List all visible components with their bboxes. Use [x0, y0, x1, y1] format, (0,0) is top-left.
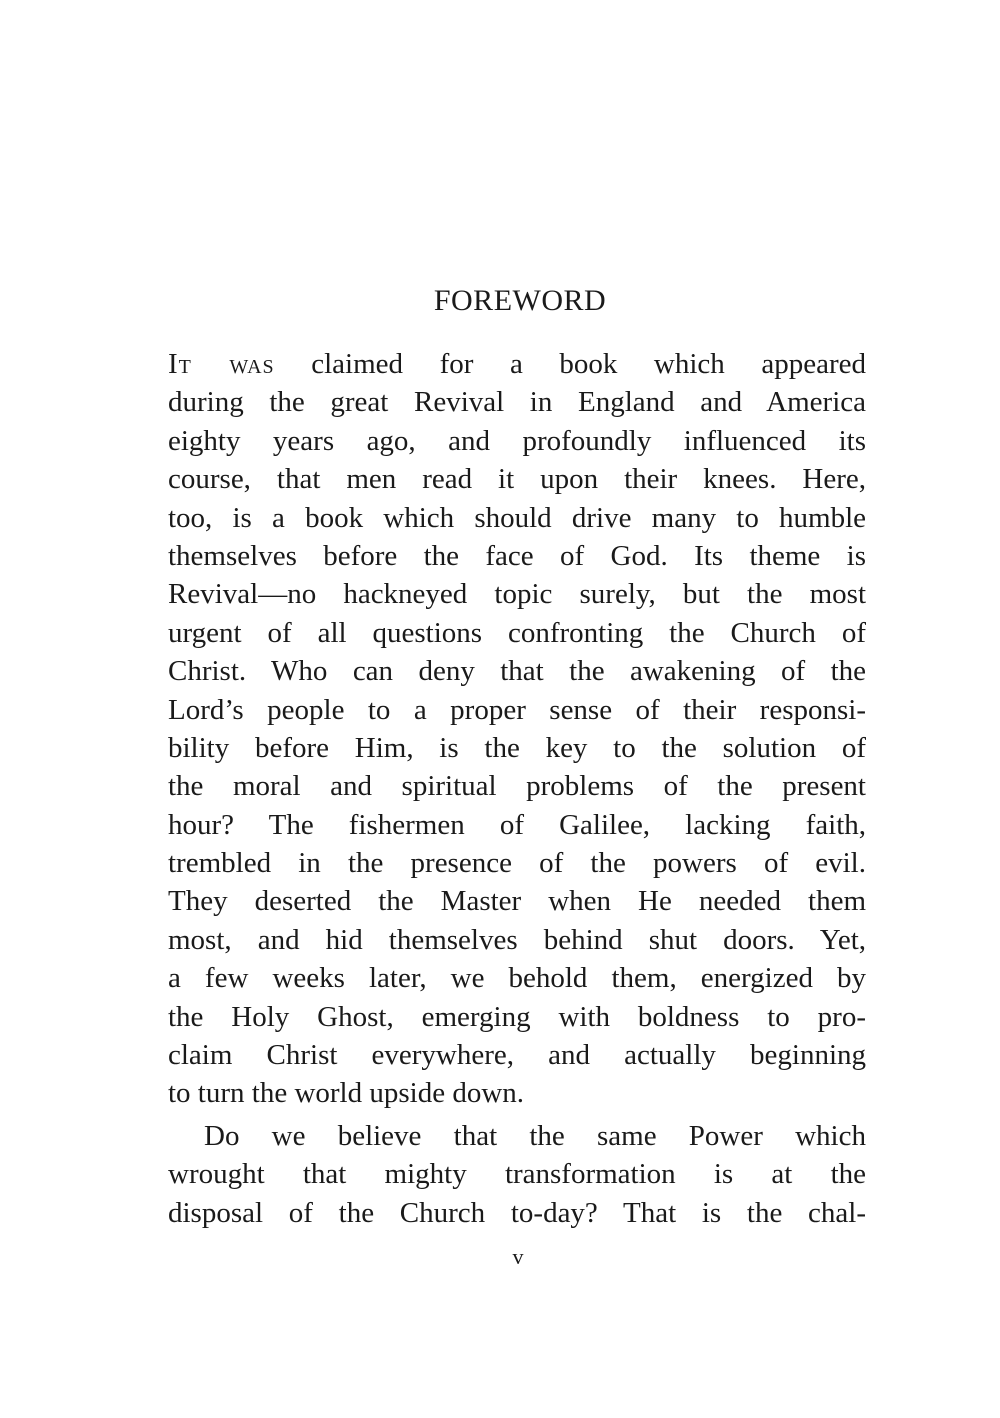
paragraph-1-line-14: trembled in the presence of the powers of evil.	[168, 847, 866, 880]
paragraph-1-line-18: the Holy Ghost, emerging with boldness to pro-	[168, 1000, 866, 1033]
paragraph-1-line-19: claim Christ everywhere, and actually beginning	[168, 1039, 866, 1072]
paragraph-1-line-17: a few weeks later, we behold them, energized by	[168, 962, 866, 995]
paragraph-1-line-12: the moral and spiritual problems of the present	[168, 770, 866, 803]
page-number: v	[512, 1244, 524, 1269]
paragraph-2-line-3: disposal of the Church to-day? That is the chal-	[168, 1196, 866, 1229]
opening-small-caps: It was	[168, 348, 275, 380]
paragraph-1-line-13: hour? The fishermen of Galilee, lacking faith,	[168, 808, 866, 841]
paragraph-1-line-8: urgent of all questions confronting the Church of	[168, 616, 866, 649]
paragraph-1-line-1	[168, 345, 866, 383]
paragraph-2-line-2: wrought that mighty transformation is at the	[168, 1158, 866, 1191]
paragraph-1-line-5: too, is a book which should drive many to humble	[168, 501, 866, 534]
paragraph-1-line-9: Christ. Who can deny that the awakening of the	[168, 655, 866, 688]
paragraph-1-line-7: Revival—no hackneyed topic surely, but the most	[168, 578, 866, 611]
paragraph-1-line-2: during the great Revival in England and America	[168, 386, 866, 419]
paragraph-1-line-6: themselves before the face of God. Its theme is	[168, 539, 866, 572]
paragraph-1-line-16: most, and hid themselves behind shut doors. Yet,	[168, 923, 866, 956]
paragraph-1-line-10: Lord’s people to a proper sense of their responsi-	[168, 693, 866, 726]
paragraph-1-line-15: They deserted the Master when He needed them	[168, 885, 866, 918]
paragraph-1-line-11: bility before Him, is the key to the solution of	[168, 731, 866, 764]
paragraph-1-line-1-text: claimed for a book which appeared	[274, 348, 866, 380]
paragraph-1-line-4: course, that men read it upon their knees. Here,	[168, 463, 866, 496]
page-title: FOREWORD	[433, 284, 607, 317]
paragraph-1-line-20: to turn the world upside down.	[168, 1077, 525, 1110]
paragraph-1-line-3: eighty years ago, and profoundly influenced its	[168, 424, 866, 457]
paragraph-2-line-1: Do we believe that the same Power which	[204, 1119, 866, 1152]
foreword-body	[168, 345, 866, 1232]
